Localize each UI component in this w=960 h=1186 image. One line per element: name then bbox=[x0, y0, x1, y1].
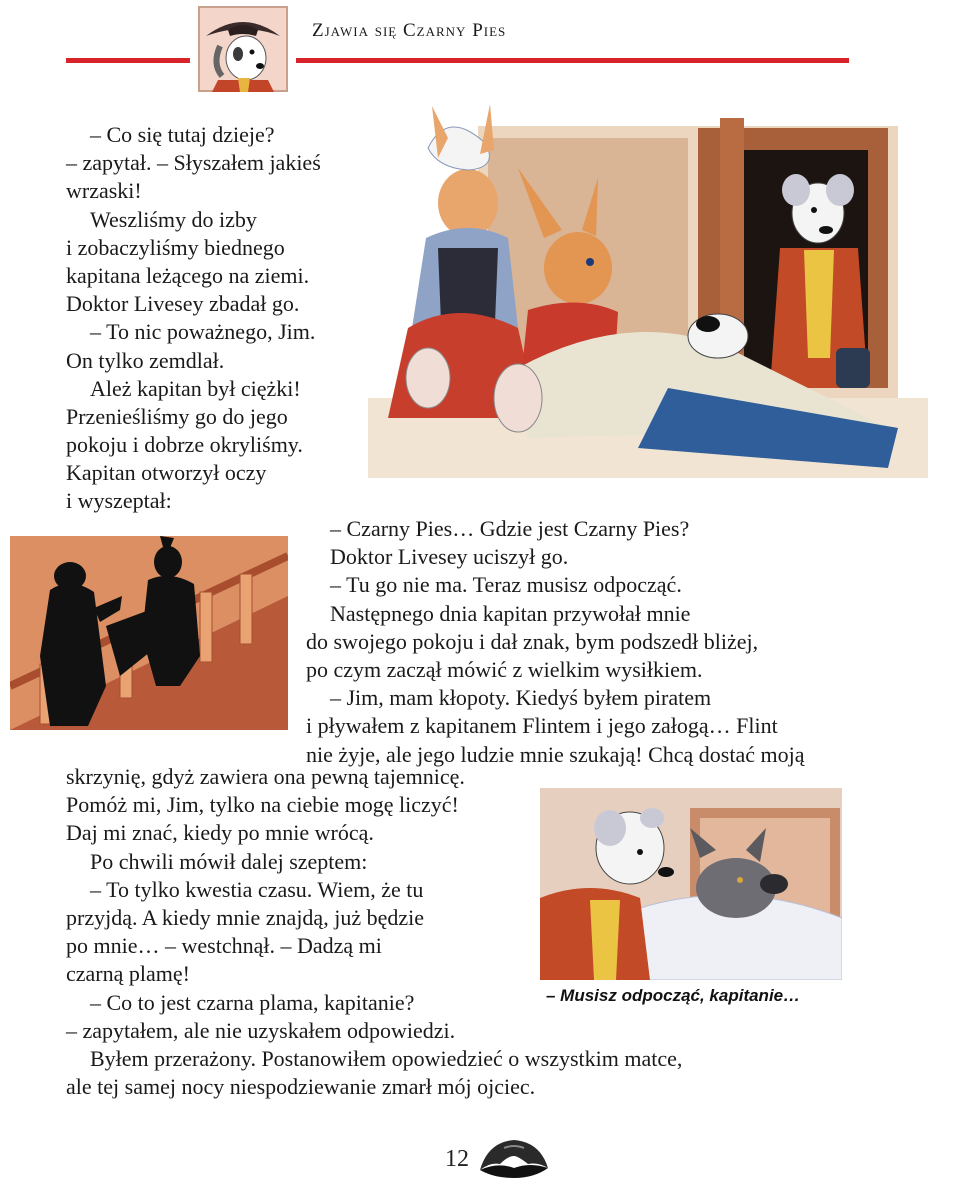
illustration-captain-collapsed bbox=[368, 98, 928, 478]
text-line: Doktor Livesey uciszył go. bbox=[330, 544, 569, 570]
text-block-bottom bbox=[66, 763, 682, 1101]
text-line: do swojego pokoju i dał znak, bym podszedł bliżej, bbox=[306, 628, 759, 654]
text-line: wrzaski! bbox=[66, 178, 142, 204]
text-line: Kapitan otworzył oczy bbox=[66, 460, 267, 486]
text-line: Weszliśmy do izby bbox=[90, 206, 257, 232]
text-line: On tylko zemdlał. bbox=[66, 347, 225, 373]
text-line: – zapytał. – Słyszałem jakieś bbox=[66, 150, 321, 176]
text-line: po mnie… – westchnął. – Dadzą mi bbox=[66, 933, 382, 959]
text-line: – To nic poważnego, Jim. bbox=[90, 319, 316, 345]
text-block-middle bbox=[306, 515, 804, 769]
text-block-intro bbox=[66, 121, 321, 516]
chapter-title: Zjawia się Czarny Pies bbox=[312, 20, 507, 41]
text-line: i wyszeptał: bbox=[66, 488, 172, 514]
text-line: czarną plamę! bbox=[66, 961, 190, 987]
text-line: pokoju i dobrze okryliśmy. bbox=[66, 432, 303, 458]
text-line: Po chwili mówił dalej szeptem: bbox=[90, 848, 368, 874]
text-line: Pomóż mi, Jim, tylko na ciebie mogę liczyć! bbox=[66, 792, 459, 818]
text-line: Byłem przerażony. Postanowiłem opowiedzieć o wszystkim matce, bbox=[90, 1045, 683, 1071]
text-line: – Co się tutaj dzieje? bbox=[90, 122, 275, 147]
text-line: – Jim, mam kłopoty. Kiedyś byłem piratem bbox=[330, 685, 712, 711]
text-line: skrzynię, gdyż zawiera ona pewną tajemnicę. bbox=[66, 764, 465, 789]
text-line: kapitana leżącego na ziemi. bbox=[66, 262, 310, 288]
text-line: przyjdą. A kiedy mnie znajdą, już będzie bbox=[66, 904, 424, 930]
header-rule-left bbox=[66, 58, 190, 63]
text-line: Daj mi znać, kiedy po mnie wrócą. bbox=[66, 820, 374, 846]
illustration-silhouettes-stairs bbox=[10, 536, 288, 730]
text-line: i zobaczyliśmy biednego bbox=[66, 234, 285, 260]
text-line: ale tej samej nocy niespodziewanie zmarł mój ojciec. bbox=[66, 1074, 536, 1100]
text-line: – zapytałem, ale nie uzyskałem odpowiedzi. bbox=[66, 1017, 456, 1043]
text-line: Przenieśliśmy go do jego bbox=[66, 403, 288, 429]
text-line: – Czarny Pies… Gdzie jest Czarny Pies? bbox=[330, 516, 690, 541]
page-number: 12 bbox=[445, 1146, 469, 1172]
tricorn-hat-icon bbox=[478, 1138, 550, 1180]
text-line: i pływałem z kapitanem Flintem i jego załogą… Flint bbox=[306, 713, 778, 739]
illustration-caption: – Musisz odpocząć, kapitanie… bbox=[546, 986, 801, 1005]
text-line: nie żyje, ale jego ludzie mnie szukają! Chcą dostać moją bbox=[306, 741, 805, 767]
text-line: po czym zaczął mówić z wielkim wysiłkiem. bbox=[306, 656, 703, 682]
text-line: Następnego dnia kapitan przywołał mnie bbox=[330, 600, 691, 626]
text-line: Doktor Livesey zbadał go. bbox=[66, 291, 300, 317]
text-line: Ależ kapitan był ciężki! bbox=[90, 375, 301, 401]
captain-dog-portrait-icon bbox=[198, 6, 288, 92]
text-line: – To tylko kwestia czasu. Wiem, że tu bbox=[90, 876, 424, 902]
text-line: – Co to jest czarna plama, kapitanie? bbox=[90, 989, 415, 1015]
header-rule-right bbox=[296, 58, 849, 63]
text-line: – Tu go nie ma. Teraz musisz odpocząć. bbox=[330, 572, 682, 598]
